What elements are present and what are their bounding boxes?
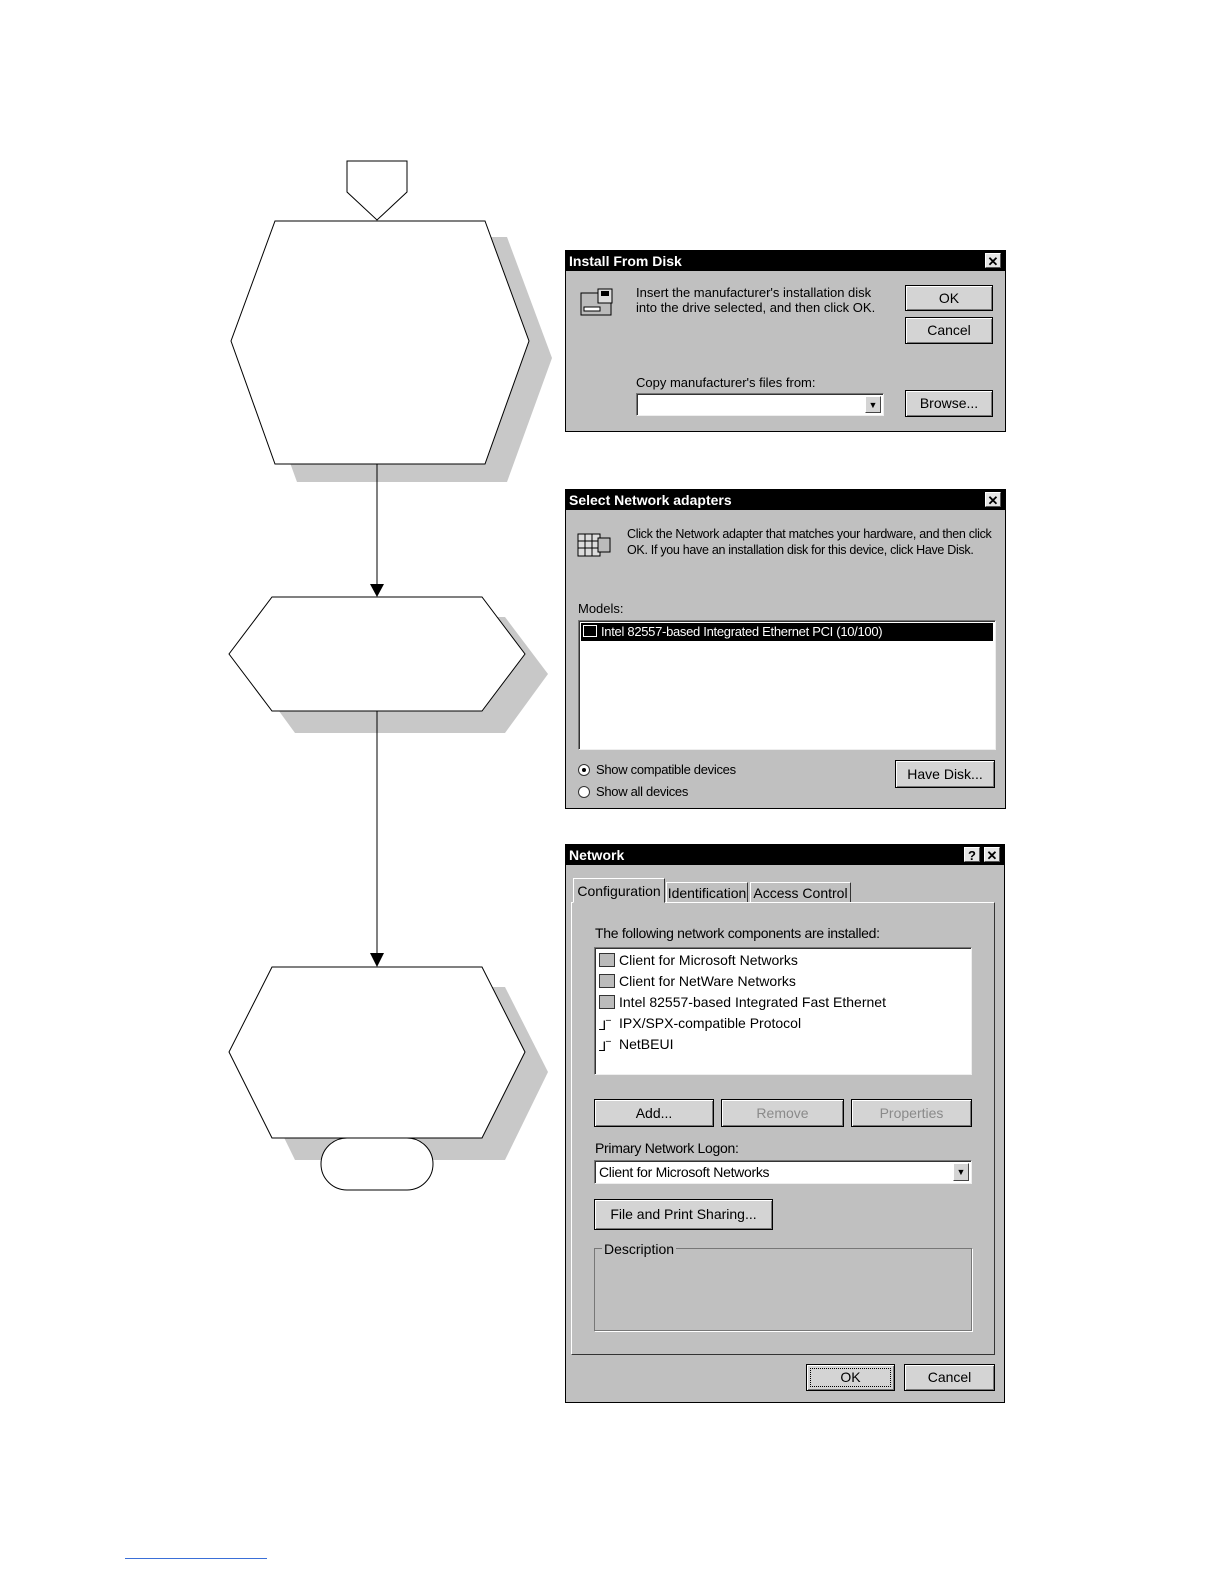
flow-shape-1 — [231, 221, 529, 464]
close-icon: ✕ — [987, 254, 999, 269]
adapter-icon — [583, 625, 597, 637]
list-item-label: Client for NetWare Networks — [619, 973, 796, 989]
help-button[interactable] — [964, 847, 980, 862]
remove-button[interactable]: Remove — [721, 1099, 844, 1127]
install-message: Insert the manufacturer's installation disk into the drive selected, and then click OK. — [636, 285, 876, 315]
cancel-button[interactable]: Cancel — [905, 317, 993, 344]
install-dialog-titlebar — [566, 251, 1005, 271]
close-button[interactable] — [984, 847, 1000, 862]
list-item-label: Client for Microsoft Networks — [619, 952, 798, 968]
protocol-icon: ⅃‾ — [599, 1018, 611, 1033]
description-label: Description — [604, 1241, 675, 1257]
network-dialog-title: Network — [569, 847, 625, 863]
file-print-sharing-button[interactable]: File and Print Sharing... — [594, 1199, 773, 1230]
show-compatible-label[interactable]: Show compatible devices — [596, 762, 736, 777]
flow-shape-2 — [229, 597, 525, 711]
close-button[interactable] — [985, 253, 1001, 268]
primary-logon-label: Primary Network Logon: — [595, 1140, 739, 1156]
flow-terminator — [321, 1138, 433, 1190]
chevron-down-icon[interactable]: ▼ — [953, 1163, 969, 1181]
close-icon: ✕ — [987, 493, 999, 508]
show-all-label[interactable]: Show all devices — [596, 784, 689, 799]
ok-button[interactable]: OK — [806, 1364, 895, 1391]
list-item[interactable] — [599, 1036, 673, 1054]
list-item[interactable] — [599, 994, 886, 1010]
adapter-dialog-titlebar — [566, 490, 1005, 510]
model-label: Intel 82557-based Integrated Ethernet PCI (10/100) — [601, 624, 883, 639]
install-from-disk-dialog — [565, 250, 1006, 432]
floppy-drive-icon — [578, 287, 616, 319]
chevron-down-icon[interactable]: ▼ — [865, 396, 881, 413]
adapter-icon — [599, 995, 615, 1009]
add-button[interactable]: Add... — [594, 1099, 714, 1127]
primary-logon-value: Client for Microsoft Networks — [599, 1164, 770, 1180]
models-list[interactable] — [578, 620, 996, 750]
help-icon: ? — [968, 848, 976, 863]
browse-button[interactable]: Browse... — [905, 390, 993, 417]
components-list[interactable] — [594, 947, 972, 1075]
properties-button[interactable]: Properties — [851, 1099, 972, 1127]
tab-identification[interactable]: Identification — [666, 882, 748, 902]
list-item-label: IPX/SPX-compatible Protocol — [619, 1015, 802, 1031]
flow-arrowhead-2 — [370, 953, 384, 967]
protocol-icon: ⅃‾ — [599, 1039, 611, 1054]
list-item[interactable] — [599, 1015, 801, 1033]
copy-files-label: Copy manufacturer's files from: — [636, 375, 816, 390]
models-list-item-selected[interactable] — [581, 623, 993, 641]
network-dialog — [565, 844, 1005, 1403]
list-item[interactable] — [599, 973, 796, 989]
tab-access-control[interactable]: Access Control — [750, 882, 851, 902]
list-item[interactable] — [599, 952, 798, 968]
close-icon: ✕ — [986, 848, 998, 863]
network-card-icon — [576, 530, 612, 560]
footer-rule — [125, 1558, 267, 1559]
flow-entry-connector — [347, 161, 407, 220]
primary-logon-combo[interactable] — [594, 1160, 972, 1184]
list-item-label: NetBEUI — [619, 1036, 674, 1052]
components-label: The following network components are installed: — [595, 925, 880, 941]
copy-files-combo[interactable] — [636, 393, 884, 416]
show-compatible-radio[interactable] — [578, 764, 590, 776]
client-icon — [599, 953, 615, 967]
tab-configuration[interactable]: Configuration — [573, 878, 665, 903]
cancel-button[interactable]: Cancel — [904, 1364, 995, 1391]
description-group — [594, 1248, 972, 1331]
client-icon — [599, 974, 615, 988]
models-label: Models: — [578, 601, 624, 616]
ok-button[interactable]: OK — [905, 285, 993, 311]
show-all-radio[interactable] — [578, 786, 590, 798]
have-disk-button[interactable]: Have Disk... — [895, 760, 995, 788]
flow-arrowhead-1 — [370, 584, 384, 597]
select-network-adapters-dialog — [565, 489, 1006, 809]
adapter-dialog-title: Select Network adapters — [569, 492, 732, 508]
list-item-label: Intel 82557-based Integrated Fast Ethernet — [619, 994, 886, 1010]
close-button[interactable] — [985, 492, 1001, 507]
network-dialog-titlebar — [566, 845, 1004, 865]
adapter-message: Click the Network adapter that matches your hardware, and then click OK. If you have an installation disk for this device, click Have Disk. — [627, 527, 992, 557]
flow-shape-3 — [229, 967, 525, 1138]
install-dialog-title: Install From Disk — [569, 253, 682, 269]
